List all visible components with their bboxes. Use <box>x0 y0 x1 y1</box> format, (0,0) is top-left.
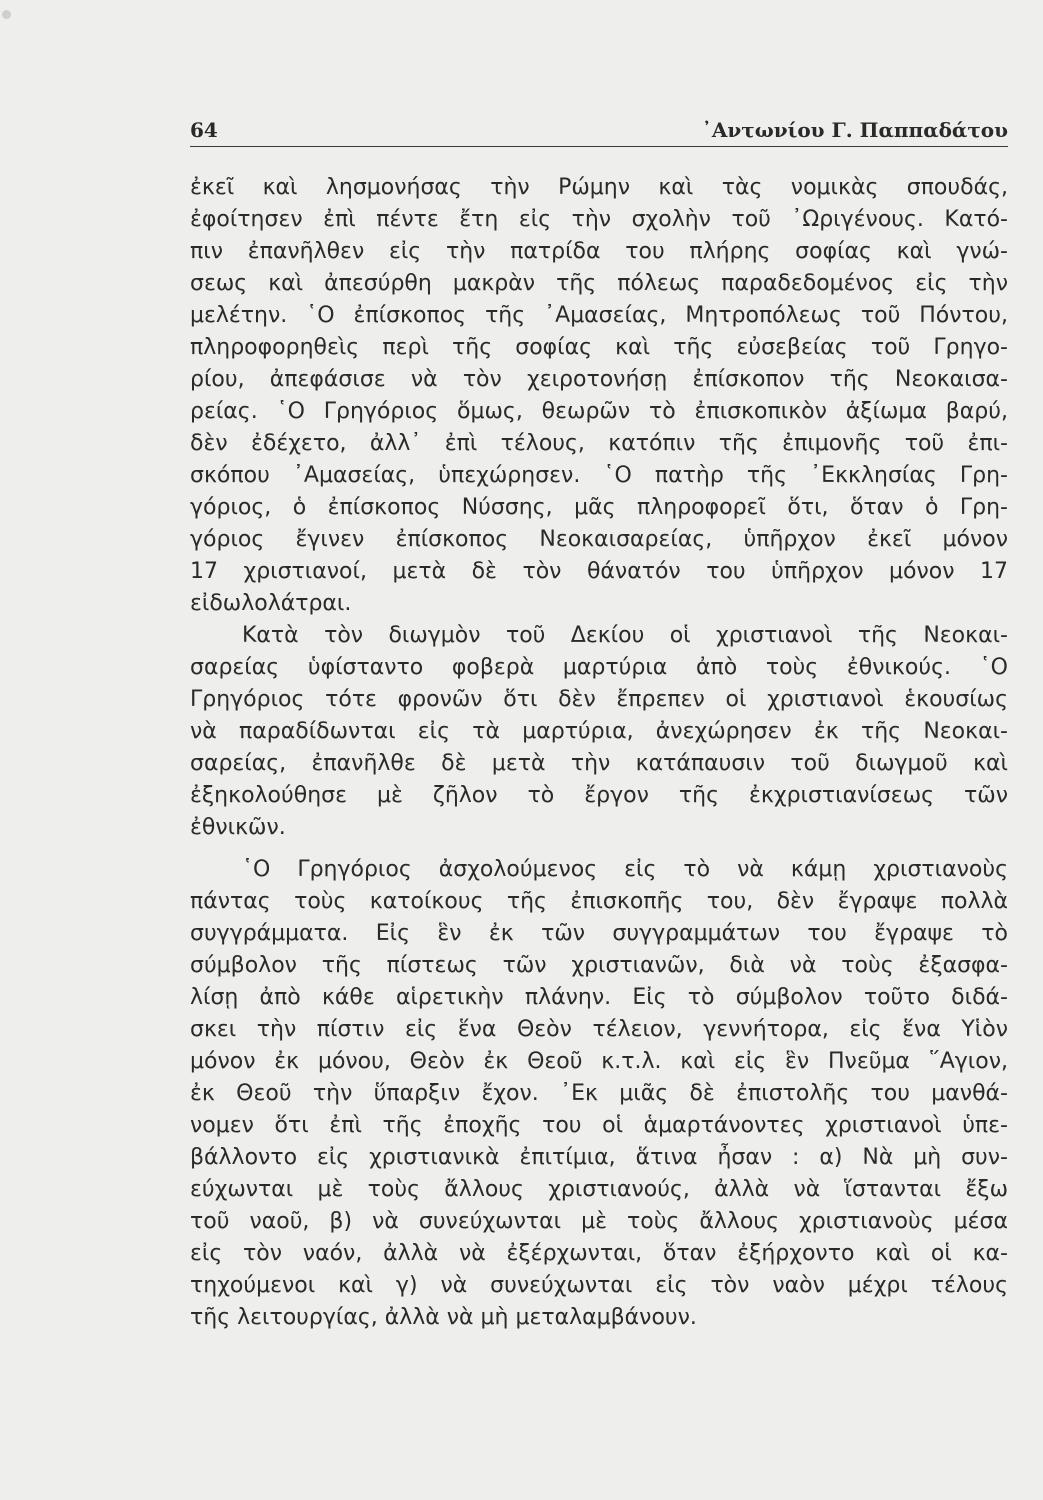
paragraph-gap <box>190 844 1008 854</box>
text-line: σαρείας, ἐπανῆλθε δὲ μετὰ τὴν κατάπαυσιν τοῦ διωγμοῦ καὶ <box>190 751 1008 776</box>
text-line: ρείας. ῾Ο Γρηγόριος ὅμως, θεωρῶν τὸ ἐπισκοπικὸν ἀξίωμα βαρύ, <box>190 399 1008 424</box>
text-line: μελέτην. ῾Ο ἐπίσκοπος τῆς ᾿Αμασείας, Μητροπόλεως τοῦ Πόντου, <box>190 303 1008 328</box>
text-line: τοῦ ναοῦ, β) νὰ συνεύχωνται μὲ τοὺς ἄλλους χριστιανοὺς μέσα <box>190 1209 1008 1234</box>
page-number: 64 <box>190 118 218 142</box>
scan-speck <box>2 10 11 19</box>
text-line: 17 χριστιανοί, μετὰ δὲ τὸν θάνατόν του ὑπῆρχον μόνον 17 <box>190 559 1008 584</box>
text-line: συγγράμματα. Εἰς ἓν ἐκ τῶν συγγραμμάτων του ἔγραψε τὸ <box>190 921 1008 946</box>
text-line: σκει τὴν πίστιν εἰς ἕνα Θεὸν τέλειον, γεννήτορα, εἰς ἕνα Υἱὸν <box>190 1017 1008 1042</box>
text-line: σεως καὶ ἀπεσύρθη μακρὰν τῆς πόλεως παραδεδομένος εἰς τὴν <box>190 271 1008 296</box>
text-line: νὰ παραδίδωνται εἰς τὰ μαρτύρια, ἀνεχώρησεν ἐκ τῆς Νεοκαι- <box>190 719 1008 744</box>
text-line: γόριος ἔγινεν ἐπίσκοπος Νεοκαισαρείας, ὑπῆρχον ἐκεῖ μόνον <box>190 527 1008 552</box>
text-line: Γρηγόριος τότε φρονῶν ὅτι δὲν ἔπρεπεν οἱ χριστιανοὶ ἑκουσίως <box>190 687 1008 712</box>
page-header <box>190 116 1008 147</box>
text-line: γόριος, ὁ ἐπίσκοπος Νύσσης, μᾶς πληροφορεῖ ὅτι, ὅταν ὁ Γρη- <box>190 495 1008 520</box>
text-line: ἐκεῖ καὶ λησμονήσας τὴν Ρώμην καὶ τὰς νομικὰς σπουδάς, <box>190 175 1008 200</box>
text-line: σύμβολον τῆς πίστεως τῶν χριστιανῶν, διὰ νὰ τοὺς ἐξασφα- <box>190 953 1008 978</box>
text-line: τηχούμενοι καὶ γ) νὰ συνεύχωνται εἰς τὸν ναὸν μέχρι τέλους <box>190 1273 1008 1298</box>
text-line: πληροφορηθεὶς περὶ τῆς σοφίας καὶ τῆς εὐσεβείας τοῦ Γρηγο- <box>190 335 1008 360</box>
text-line: ἐφοίτησεν ἐπὶ πέντε ἔτη εἰς τὴν σχολὴν τοῦ ᾿Ωριγένους. Κατό- <box>190 207 1008 232</box>
text-line: λίσῃ ἀπὸ κάθε αἱρετικὴν πλάνην. Εἰς τὸ σύμβολον τοῦτο διδά- <box>190 985 1008 1010</box>
running-head: ᾿Αντωνίου Γ. Παππαδάτου <box>701 118 1008 142</box>
text-line: νομεν ὅτι ἐπὶ τῆς ἐποχῆς του οἱ ἁμαρτάνοντες χριστιανοὶ ὑπε- <box>190 1113 1008 1138</box>
text-line: εἰδωλολάτραι. <box>190 591 352 616</box>
text-line: μόνον ἐκ μόνου, Θεὸν ἐκ Θεοῦ κ.τ.λ. καὶ εἰς ἓν Πνεῦμα ῞Αγιον, <box>190 1049 1008 1074</box>
text-line: ἐξηκολούθησε μὲ ζῆλον τὸ ἔργον τῆς ἐκχριστιανίσεως τῶν <box>190 783 1008 808</box>
text-line: πάντας τοὺς κατοίκους τῆς ἐπισκοπῆς του, δὲν ἔγραψε πολλὰ <box>190 889 1008 914</box>
text-line: σκόπου ᾿Αμασείας, ὑπεχώρησεν. ῾Ο πατὴρ τῆς ᾿Εκκλησίας Γρη- <box>190 463 1008 488</box>
text-line: δὲν ἐδέχετο, ἀλλ᾿ ἐπὶ τέλους, κατόπιν τῆς ἐπιμονῆς τοῦ ἐπι- <box>190 431 1008 456</box>
text-line: Κατὰ τὸν διωγμὸν τοῦ Δεκίου οἱ χριστιανοὶ τῆς Νεοκαι- <box>242 623 1008 648</box>
text-line: βάλλοντο εἰς χριστιανικὰ ἐπιτίμια, ἅτινα ἦσαν : α) Νὰ μὴ συν- <box>190 1145 1008 1170</box>
text-line: πιν ἐπανῆλθεν εἰς τὴν πατρίδα του πλήρης σοφίας καὶ γνώ- <box>190 239 1008 264</box>
text-line: εύχωνται μὲ τοὺς ἄλλους χριστιανούς, ἀλλὰ νὰ ἵστανται ἔξω <box>190 1177 1008 1202</box>
text-line: ῾Ο Γρηγόριος ἀσχολούμενος εἰς τὸ νὰ κάμῃ χριστιανοὺς <box>242 857 1008 882</box>
body-text <box>190 172 1008 1334</box>
text-line: ρίου, ἀπεφάσισε νὰ τὸν χειροτονήσῃ ἐπίσκοπον τῆς Νεοκαισα- <box>190 367 1008 392</box>
text-line: εἰς τὸν ναόν, ἀλλὰ νὰ ἐξέρχωνται, ὅταν ἐξήρχοντο καὶ οἱ κα- <box>190 1241 1008 1266</box>
text-line: ἐκ Θεοῦ τὴν ὕπαρξιν ἔχον. ᾿Εκ μιᾶς δὲ ἐπιστολῆς του μανθά- <box>190 1081 1008 1106</box>
text-line: τῆς λειτουργίας, ἀλλὰ νὰ μὴ μεταλαμβάνουν. <box>190 1305 697 1330</box>
text-line: ἐθνικῶν. <box>190 815 286 840</box>
text-line: σαρείας ὑφίσταντο φοβερὰ μαρτύρια ἀπὸ τοὺς ἐθνικούς. ῾Ο <box>190 655 1008 680</box>
